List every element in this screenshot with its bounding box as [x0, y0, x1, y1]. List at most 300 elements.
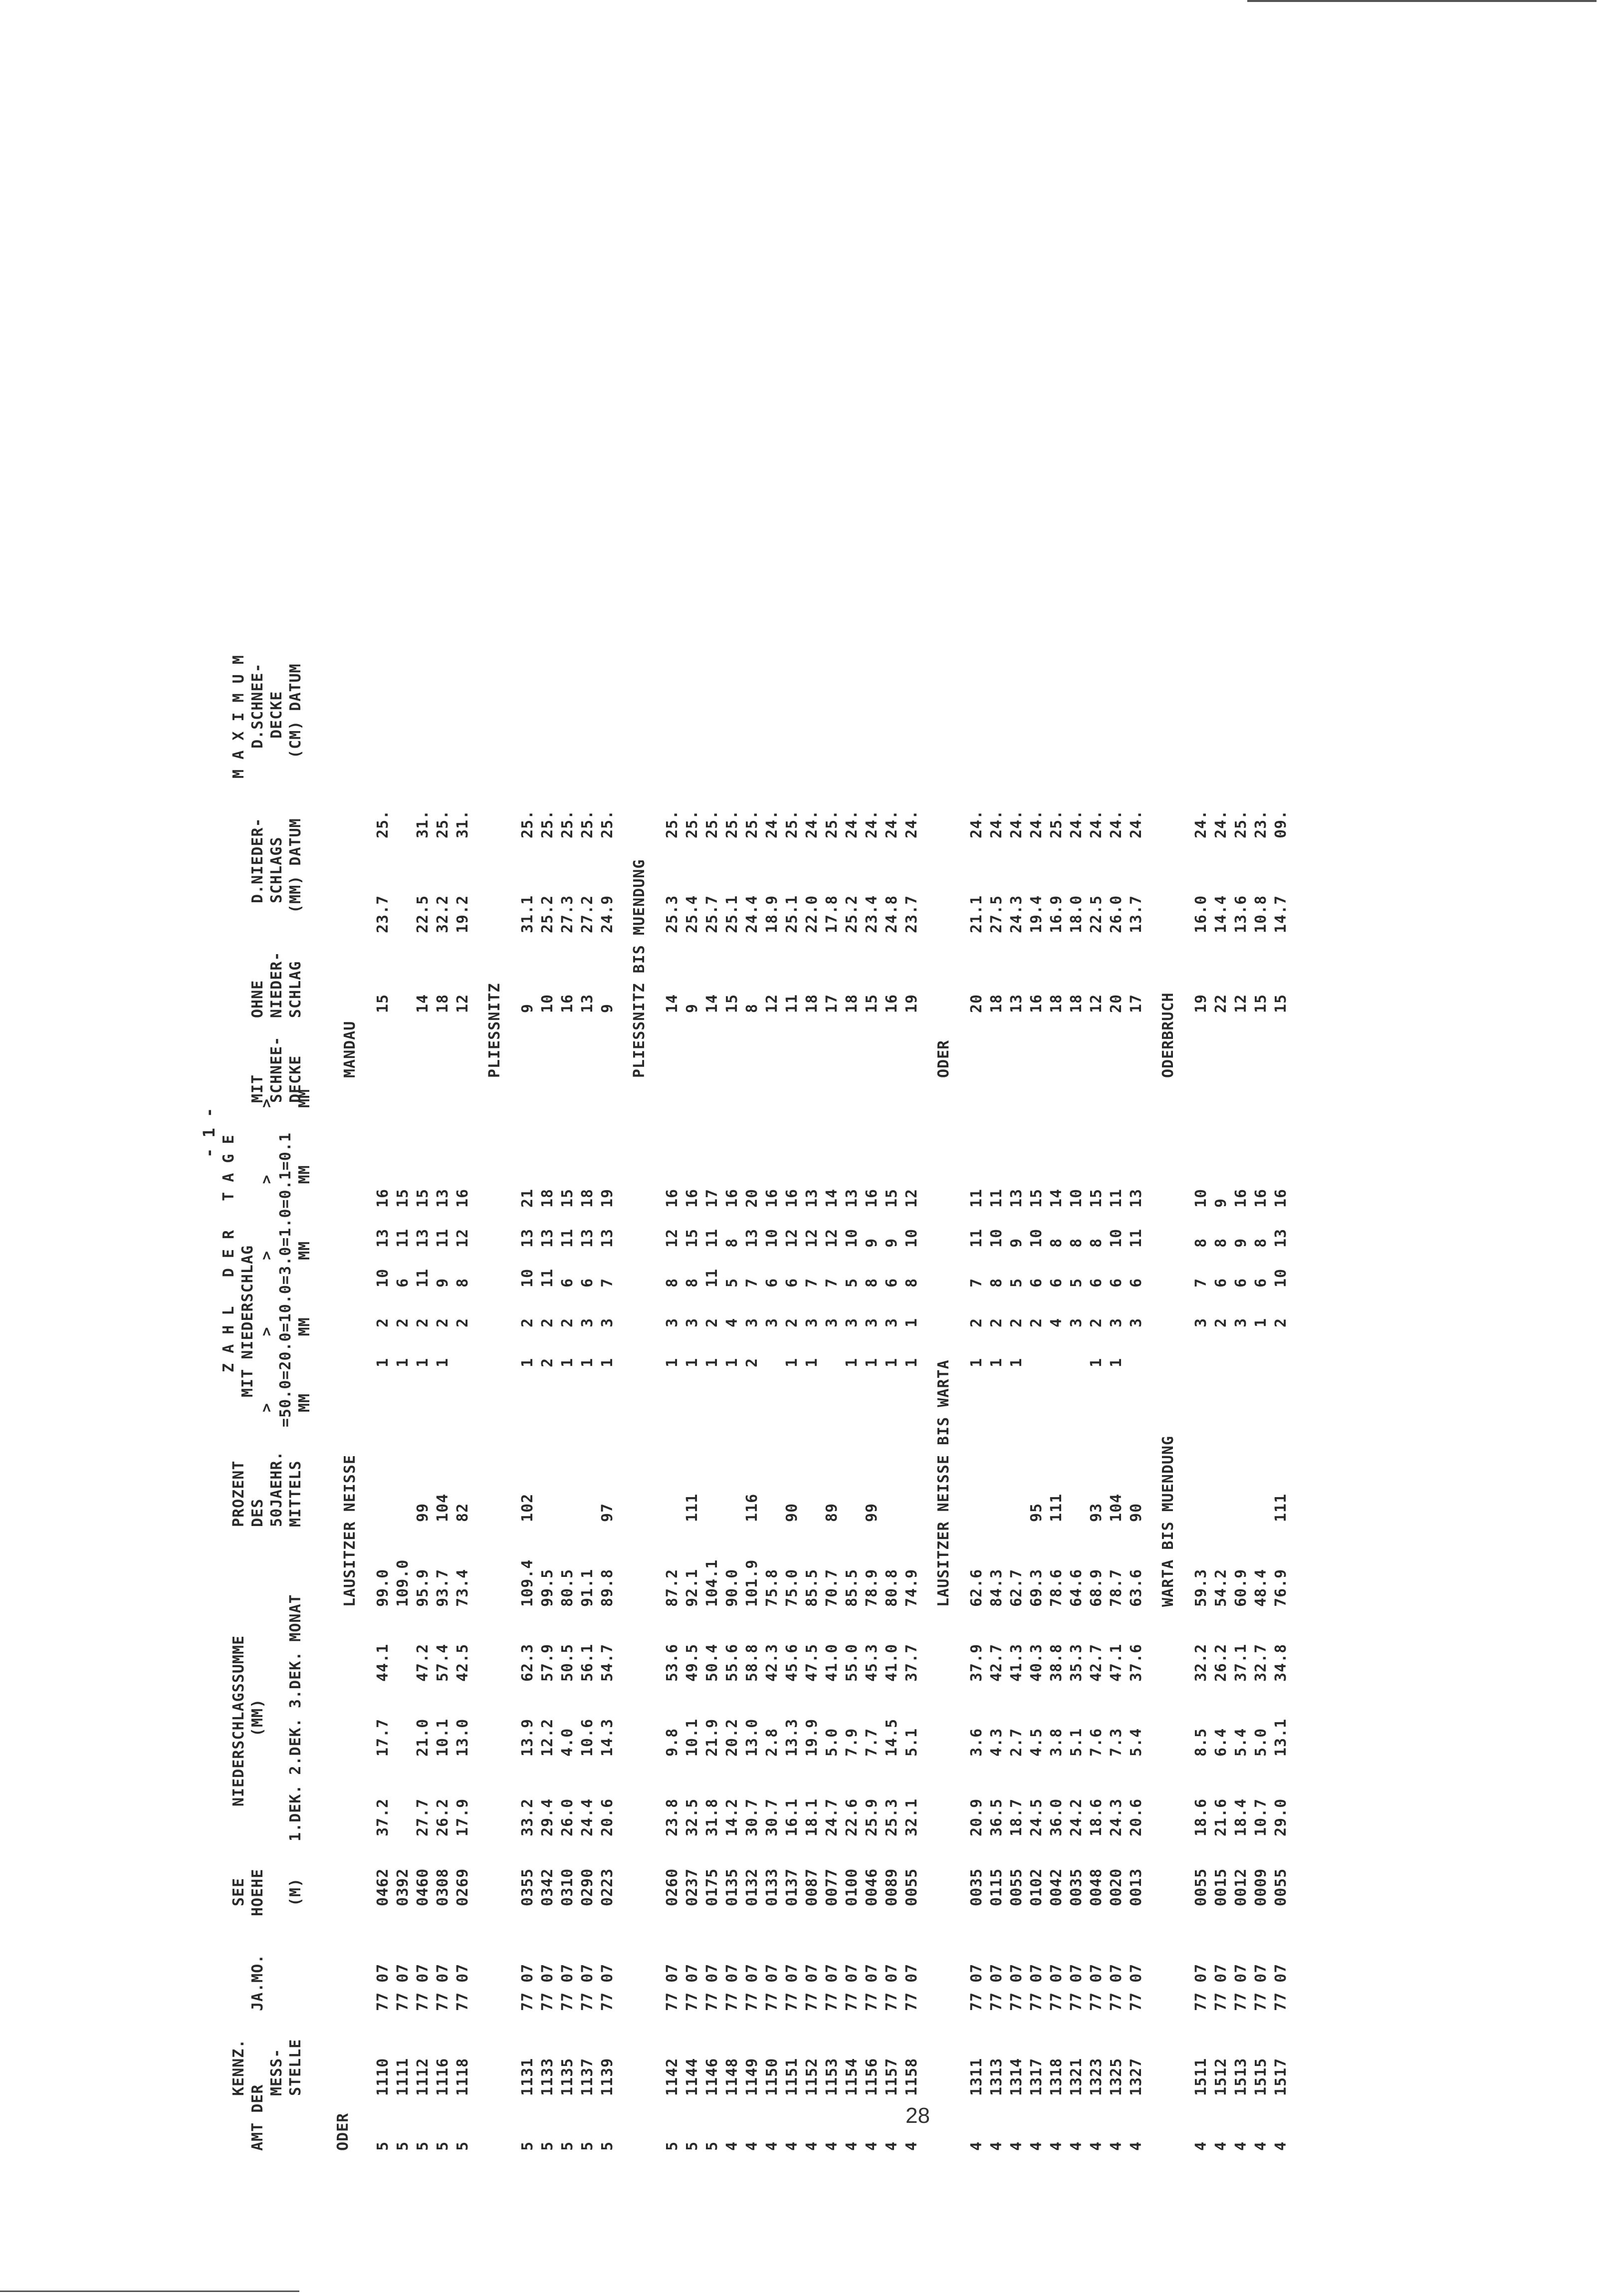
- cell-kennz: 1112: [414, 2057, 432, 2096]
- cell-proz: 82: [454, 1503, 471, 1522]
- cell-ohne: 15: [863, 994, 881, 1013]
- cell-amt: 5: [703, 2141, 721, 2151]
- cell-jamo: 77 07: [1008, 1963, 1025, 2011]
- cell-d1: 24.4: [579, 1798, 596, 1836]
- cell-t3: 3: [1068, 1317, 1085, 1327]
- cell-t4: 10: [519, 1268, 536, 1287]
- cell-d2: 6.4: [1212, 1728, 1230, 1757]
- cell-kennz: 1327: [1128, 2057, 1145, 2096]
- cell-t5: 10: [903, 1228, 920, 1248]
- cell-amt: 4: [1108, 2141, 1125, 2151]
- cell-amt: 4: [743, 2141, 761, 2151]
- cell-d2: 4.3: [988, 1728, 1005, 1757]
- cell-t4: 6: [1212, 1277, 1230, 1287]
- cell-ohne: 18: [1068, 994, 1085, 1013]
- cell-t2: 1: [1108, 1357, 1125, 1367]
- cell-kennz: 1318: [1048, 2057, 1065, 2096]
- cell-t3: 4: [1048, 1317, 1065, 1327]
- cell-t4: 7: [823, 1277, 841, 1287]
- cell-t6: 15: [414, 1188, 432, 1208]
- cell-t6: 15: [394, 1188, 412, 1208]
- cell-d1: 18.6: [1192, 1798, 1210, 1836]
- cell-jamo: 77 07: [1028, 1963, 1045, 2011]
- cell-amt: 4: [1128, 2141, 1145, 2151]
- cell-ohne: 12: [454, 994, 471, 1013]
- cell-t3: 3: [863, 1317, 881, 1327]
- cell-t6: 17: [703, 1188, 721, 1208]
- cell-monat: 74.9: [903, 1568, 920, 1607]
- cell-jamo: 77 07: [579, 1963, 596, 2011]
- cell-dat: 09.: [1272, 809, 1290, 838]
- cell-monat: 60.9: [1232, 1568, 1250, 1607]
- cell-d2: 7.9: [843, 1728, 861, 1757]
- cell-d2: 9.8: [664, 1728, 681, 1757]
- cell-proz: 89: [823, 1503, 841, 1522]
- page-title: - 1 -: [200, 1107, 219, 1158]
- cell-monat: 90.0: [723, 1568, 741, 1607]
- cell-t2: 2: [539, 1357, 556, 1367]
- cell-ohne: 18: [1048, 994, 1065, 1013]
- cell-ohne: 9: [519, 1003, 536, 1013]
- cell-kennz: 1511: [1192, 2057, 1210, 2096]
- cell-amt: 5: [434, 2141, 452, 2151]
- cell-monat: 101.9: [743, 1559, 761, 1607]
- cell-monat: 109.0: [394, 1559, 412, 1607]
- header-mittels: MITTELS: [287, 1460, 304, 1527]
- cell-hoehe: 0260: [664, 1868, 681, 1906]
- cell-ohne: 20: [968, 994, 985, 1013]
- cell-t4: 8: [684, 1277, 701, 1287]
- cell-t5: 10: [763, 1228, 781, 1248]
- cell-amt: 5: [394, 2141, 412, 2151]
- cell-amt: 4: [1232, 2141, 1250, 2151]
- cell-t5: 13: [743, 1228, 761, 1248]
- cell-t3: 2: [968, 1317, 985, 1327]
- cell-t3: 3: [823, 1317, 841, 1327]
- cell-t4: 7: [968, 1277, 985, 1287]
- cell-t5: 13: [599, 1228, 616, 1248]
- cell-maxn: 22.5: [414, 895, 432, 933]
- cell-t5: 8: [1088, 1238, 1105, 1248]
- cell-kennz: 1146: [703, 2057, 721, 2096]
- cell-t2: 1: [968, 1357, 985, 1367]
- cell-t4: 11: [703, 1268, 721, 1287]
- cell-t4: 8: [863, 1277, 881, 1287]
- cell-d1: 17.9: [454, 1798, 471, 1836]
- cell-t6: 9: [1212, 1198, 1230, 1208]
- cell-d2: 20.2: [723, 1718, 741, 1757]
- cell-hoehe: 0035: [1068, 1868, 1085, 1906]
- cell-t6: 14: [1048, 1188, 1065, 1208]
- cell-maxn: 25.1: [723, 895, 741, 933]
- cell-t6: 16: [454, 1188, 471, 1208]
- cell-maxn: 23.4: [863, 895, 881, 933]
- cell-t4: 6: [1128, 1277, 1145, 1287]
- cell-maxn: 32.2: [434, 895, 452, 933]
- cell-jamo: 77 07: [1192, 1963, 1210, 2011]
- cell-t6: 15: [1028, 1188, 1045, 1208]
- cell-monat: 64.6: [1068, 1568, 1085, 1607]
- cell-t3: 2: [1212, 1317, 1230, 1327]
- cell-monat: 70.7: [823, 1568, 841, 1607]
- cell-d1: 26.2: [434, 1798, 452, 1836]
- header-mm-datum: (MM) DATUM: [287, 818, 304, 913]
- cell-proz: 99: [863, 1503, 881, 1522]
- cell-t4: 7: [743, 1277, 761, 1287]
- cell-proz: 95: [1028, 1503, 1045, 1522]
- cell-kennz: 1512: [1212, 2057, 1230, 2096]
- cell-amt: 4: [823, 2141, 841, 2151]
- cell-d3: 47.5: [803, 1643, 821, 1682]
- cell-maxn: 10.8: [1252, 895, 1270, 933]
- cell-jamo: 77 07: [684, 1963, 701, 2011]
- cell-kennz: 1517: [1272, 2057, 1290, 2096]
- table-row: [703, 150, 723, 2151]
- header-50jaehr: 50JAEHR.: [268, 1451, 285, 1527]
- cell-d3: 55.0: [843, 1643, 861, 1682]
- cell-t4: 6: [783, 1277, 801, 1287]
- header-zahl-der-tage: Z A H L D E R T A G E: [220, 1134, 237, 1372]
- cell-amt: 4: [1192, 2141, 1210, 2151]
- cell-monat: 63.6: [1128, 1568, 1145, 1607]
- cell-t4: 6: [559, 1277, 576, 1287]
- cell-d1: 32.1: [903, 1798, 920, 1836]
- cell-t3: 3: [763, 1317, 781, 1327]
- cell-d2: 13.0: [454, 1718, 471, 1757]
- cell-hoehe: 0009: [1252, 1868, 1270, 1906]
- cell-amt: 4: [1252, 2141, 1270, 2151]
- cell-d1: 30.7: [763, 1798, 781, 1836]
- cell-d1: 22.6: [843, 1798, 861, 1836]
- cell-ohne: 17: [823, 994, 841, 1013]
- cell-t4: 8: [664, 1277, 681, 1287]
- cell-d1: 18.4: [1232, 1798, 1250, 1836]
- cell-dat: 24.: [968, 809, 985, 838]
- cell-d1: 25.9: [863, 1798, 881, 1836]
- cell-d3: 32.7: [1252, 1643, 1270, 1682]
- cell-t6: 11: [968, 1188, 985, 1208]
- cell-ohne: 9: [684, 1003, 701, 1013]
- cell-t4: 6: [579, 1277, 596, 1287]
- subsection-label: LAUSITZER NEISSE BIS WARTA: [935, 1359, 952, 1607]
- cell-d3: 56.1: [579, 1643, 596, 1682]
- cell-d1: 23.8: [664, 1798, 681, 1836]
- cell-t6: 18: [539, 1188, 556, 1208]
- cell-amt: 4: [1068, 2141, 1085, 2151]
- cell-jamo: 77 07: [988, 1963, 1005, 2011]
- cell-d3: 42.7: [1088, 1643, 1105, 1682]
- cell-d1: 24.5: [1028, 1798, 1045, 1836]
- cell-ohne: 18: [803, 994, 821, 1013]
- cell-jamo: 77 07: [1048, 1963, 1065, 2011]
- cell-amt: 4: [763, 2141, 781, 2151]
- cell-d1: 30.7: [743, 1798, 761, 1836]
- cell-jamo: 77 07: [1212, 1963, 1230, 2011]
- cell-ohne: 16: [883, 994, 901, 1013]
- cell-d3: 44.1: [374, 1643, 392, 1682]
- cell-ohne: 16: [1028, 994, 1045, 1013]
- cell-t2: 1: [863, 1357, 881, 1367]
- cell-monat: 68.9: [1088, 1568, 1105, 1607]
- cell-d2: 14.5: [883, 1718, 901, 1757]
- cell-jamo: 77 07: [823, 1963, 841, 2011]
- cell-monat: 109.4: [519, 1559, 536, 1607]
- header-schnee: SCHNEE-: [268, 1036, 285, 1103]
- cell-hoehe: 0392: [394, 1868, 412, 1906]
- cell-kennz: 1325: [1108, 2057, 1125, 2096]
- cell-monat: 93.7: [434, 1568, 452, 1607]
- cell-proz: 102: [519, 1493, 536, 1522]
- cell-d2: 5.1: [903, 1728, 920, 1757]
- table-row: [1088, 150, 1108, 2151]
- cell-d3: 57.4: [434, 1643, 452, 1682]
- cell-hoehe: 0355: [519, 1868, 536, 1906]
- cell-t5: 13: [539, 1228, 556, 1248]
- cell-d1: 18.1: [803, 1798, 821, 1836]
- table-row: [968, 150, 988, 2151]
- cell-dat: 31.: [414, 809, 432, 838]
- cell-t4: 5: [1008, 1277, 1025, 1287]
- subsection-sublabel: ODERBRUCH: [1159, 992, 1177, 1078]
- cell-hoehe: 0137: [783, 1868, 801, 1906]
- cell-maxn: 23.7: [903, 895, 920, 933]
- cell-maxn: 13.6: [1232, 895, 1250, 933]
- cell-kennz: 1323: [1088, 2057, 1105, 2096]
- cell-t2: 1: [664, 1357, 681, 1367]
- table-row: [863, 150, 883, 2151]
- cell-dat: 25.: [823, 809, 841, 838]
- cell-t4: 6: [394, 1277, 412, 1287]
- cell-jamo: 77 07: [968, 1963, 985, 2011]
- cell-dat: 25.: [539, 809, 556, 838]
- cell-t3: 2: [1028, 1317, 1045, 1327]
- cell-kennz: 1142: [664, 2057, 681, 2096]
- cell-dat: 25.: [783, 809, 801, 838]
- cell-hoehe: 0055: [903, 1868, 920, 1906]
- header-decke: DECKE: [287, 1055, 304, 1103]
- cell-d2: 5.1: [1068, 1728, 1085, 1757]
- cell-monat: 75.0: [783, 1568, 801, 1607]
- table-row: [1252, 150, 1272, 2151]
- cell-t6: 13: [434, 1188, 452, 1208]
- cell-maxn: 25.2: [539, 895, 556, 933]
- cell-d1: 10.7: [1252, 1798, 1270, 1836]
- cell-kennz: 1118: [454, 2057, 471, 2096]
- cell-t4: 5: [723, 1277, 741, 1287]
- cell-t2: 1: [703, 1357, 721, 1367]
- cell-amt: 5: [599, 2141, 616, 2151]
- cell-ohne: 14: [414, 994, 432, 1013]
- cell-t4: 9: [434, 1277, 452, 1287]
- cell-kennz: 1513: [1232, 2057, 1250, 2096]
- cell-monat: 78.9: [863, 1568, 881, 1607]
- header-prozent: PROZENT: [230, 1460, 247, 1527]
- cell-dat: 31.: [454, 809, 471, 838]
- cell-kennz: 1151: [783, 2057, 801, 2096]
- cell-maxn: 18.0: [1068, 895, 1085, 933]
- cell-t3: 2: [434, 1317, 452, 1327]
- cell-t4: 6: [883, 1277, 901, 1287]
- cell-d2: 12.2: [539, 1718, 556, 1757]
- cell-t6: 15: [883, 1188, 901, 1208]
- cell-monat: 80.8: [883, 1568, 901, 1607]
- cell-t5: 8: [1068, 1238, 1085, 1248]
- cell-d2: 7.3: [1108, 1728, 1125, 1757]
- cell-d3: 37.1: [1232, 1643, 1250, 1682]
- cell-proz: 90: [1128, 1503, 1145, 1522]
- cell-t5: 10: [843, 1228, 861, 1248]
- cell-hoehe: 0042: [1048, 1868, 1065, 1906]
- cell-maxn: 16.0: [1192, 895, 1210, 933]
- cell-t6: 13: [843, 1188, 861, 1208]
- cell-maxn: 24.4: [743, 895, 761, 933]
- cell-dat: 25.: [374, 809, 392, 838]
- table-row: [988, 150, 1008, 2151]
- cell-dat: 24.: [1068, 809, 1085, 838]
- cell-t2: 1: [599, 1357, 616, 1367]
- cell-d2: 2.7: [1008, 1728, 1025, 1757]
- cell-d2: 10.1: [434, 1718, 452, 1757]
- table-row: [883, 150, 903, 2151]
- cell-t3: 2: [454, 1317, 471, 1327]
- cell-proz: 111: [1272, 1493, 1290, 1522]
- cell-hoehe: 0087: [803, 1868, 821, 1906]
- cell-d1: 18.7: [1008, 1798, 1025, 1836]
- rotated-table: [200, 150, 1447, 2151]
- cell-monat: 75.8: [763, 1568, 781, 1607]
- cell-t4: 6: [763, 1277, 781, 1287]
- cell-d3: 58.8: [743, 1643, 761, 1682]
- cell-monat: 62.7: [1008, 1568, 1025, 1607]
- cell-hoehe: 0290: [579, 1868, 596, 1906]
- cell-dat: 25.: [703, 809, 721, 838]
- cell-t2: 1: [559, 1357, 576, 1367]
- cell-t5: 12: [664, 1228, 681, 1248]
- cell-jamo: 77 07: [743, 1963, 761, 2011]
- cell-hoehe: 0223: [599, 1868, 616, 1906]
- cell-d3: 55.6: [723, 1643, 741, 1682]
- cell-t4: 10: [374, 1268, 392, 1287]
- cell-d3: 38.8: [1048, 1643, 1065, 1682]
- header-ohne: OHNE: [249, 980, 266, 1018]
- cell-jamo: 77 07: [763, 1963, 781, 2011]
- cell-d3: 41.3: [1008, 1643, 1025, 1682]
- cell-d3: 50.4: [703, 1643, 721, 1682]
- header-gt: > > > > >: [258, 1098, 275, 1412]
- cell-amt: 4: [1272, 2141, 1290, 2151]
- header-see: SEE: [230, 1877, 247, 1906]
- cell-hoehe: 0132: [743, 1868, 761, 1906]
- cell-dat: 24.: [863, 809, 881, 838]
- cell-t6: 16: [1252, 1188, 1270, 1208]
- cell-t4: 6: [1232, 1277, 1250, 1287]
- cell-dat: 25.: [559, 809, 576, 838]
- cell-t4: 7: [803, 1277, 821, 1287]
- cell-dat: 25.: [519, 809, 536, 838]
- cell-monat: 78.7: [1108, 1568, 1125, 1607]
- cell-kennz: 1158: [903, 2057, 920, 2096]
- cell-kennz: 1321: [1068, 2057, 1085, 2096]
- cell-amt: 4: [988, 2141, 1005, 2151]
- cell-proz: 104: [1108, 1493, 1125, 1522]
- cell-amt: 4: [1048, 2141, 1065, 2151]
- cell-monat: 54.2: [1212, 1568, 1230, 1607]
- cell-jamo: 77 07: [539, 1963, 556, 2011]
- cell-t5: 9: [1232, 1238, 1250, 1248]
- table-row: [559, 150, 579, 2151]
- cell-amt: 4: [1028, 2141, 1045, 2151]
- cell-maxn: 25.3: [664, 895, 681, 933]
- cell-d1: 33.2: [519, 1798, 536, 1836]
- cell-dat: 24.: [903, 809, 920, 838]
- cell-amt: 4: [723, 2141, 741, 2151]
- cell-t2: 1: [1088, 1357, 1105, 1367]
- header-mess: MESS-: [268, 2048, 285, 2096]
- cell-d3: 40.3: [1028, 1643, 1045, 1682]
- cell-ohne: 13: [579, 994, 596, 1013]
- table-row: [454, 150, 474, 2151]
- cell-t3: 3: [1108, 1317, 1125, 1327]
- cell-t2: 1: [843, 1357, 861, 1367]
- cell-jamo: 77 07: [599, 1963, 616, 2011]
- cell-t6: 16: [664, 1188, 681, 1208]
- cell-t2: 1: [414, 1357, 432, 1367]
- cell-t4: 6: [1028, 1277, 1045, 1287]
- cell-proz: 111: [1048, 1493, 1065, 1522]
- cell-hoehe: 0055: [1192, 1868, 1210, 1906]
- cell-proz: 111: [684, 1493, 701, 1522]
- cell-monat: 99.5: [539, 1568, 556, 1607]
- cell-maxn: 26.0: [1108, 895, 1125, 933]
- cell-maxn: 24.8: [883, 895, 901, 933]
- cell-t5: 13: [414, 1228, 432, 1248]
- cell-d2: 2.8: [763, 1728, 781, 1757]
- cell-kennz: 1139: [599, 2057, 616, 2096]
- table-row: [783, 150, 803, 2151]
- cell-monat: 91.1: [579, 1568, 596, 1607]
- cell-t3: 2: [394, 1317, 412, 1327]
- header-mm: (MM): [249, 1698, 266, 1737]
- cell-maxn: 25.1: [783, 895, 801, 933]
- cell-ohne: 12: [763, 994, 781, 1013]
- cell-t4: 6: [1048, 1277, 1065, 1287]
- cell-hoehe: 0460: [414, 1868, 432, 1906]
- cell-t3: 3: [843, 1317, 861, 1327]
- cell-t5: 13: [579, 1228, 596, 1248]
- cell-d3: 37.6: [1128, 1643, 1145, 1682]
- scan-edge-bottom: [0, 2291, 299, 2292]
- cell-d1: 18.6: [1088, 1798, 1105, 1836]
- cell-t4: 11: [539, 1268, 556, 1287]
- cell-d2: 5.4: [1232, 1728, 1250, 1757]
- cell-d3: 42.7: [988, 1643, 1005, 1682]
- cell-t6: 11: [988, 1188, 1005, 1208]
- table-row: [374, 150, 394, 2151]
- cell-dat: 24.: [843, 809, 861, 838]
- header-amt: AMT DER: [249, 2084, 266, 2151]
- cell-ohne: 14: [703, 994, 721, 1013]
- table-row: [743, 150, 763, 2151]
- cell-d1: 16.1: [783, 1798, 801, 1836]
- cell-ohne: 15: [374, 994, 392, 1013]
- cell-maxn: 25.7: [703, 895, 721, 933]
- cell-d2: 13.0: [743, 1718, 761, 1757]
- cell-d1: 25.3: [883, 1798, 901, 1836]
- cell-d3: 47.2: [414, 1643, 432, 1682]
- cell-d3: 45.3: [863, 1643, 881, 1682]
- cell-t3: 3: [599, 1317, 616, 1327]
- cell-dat: 25.: [1048, 809, 1065, 838]
